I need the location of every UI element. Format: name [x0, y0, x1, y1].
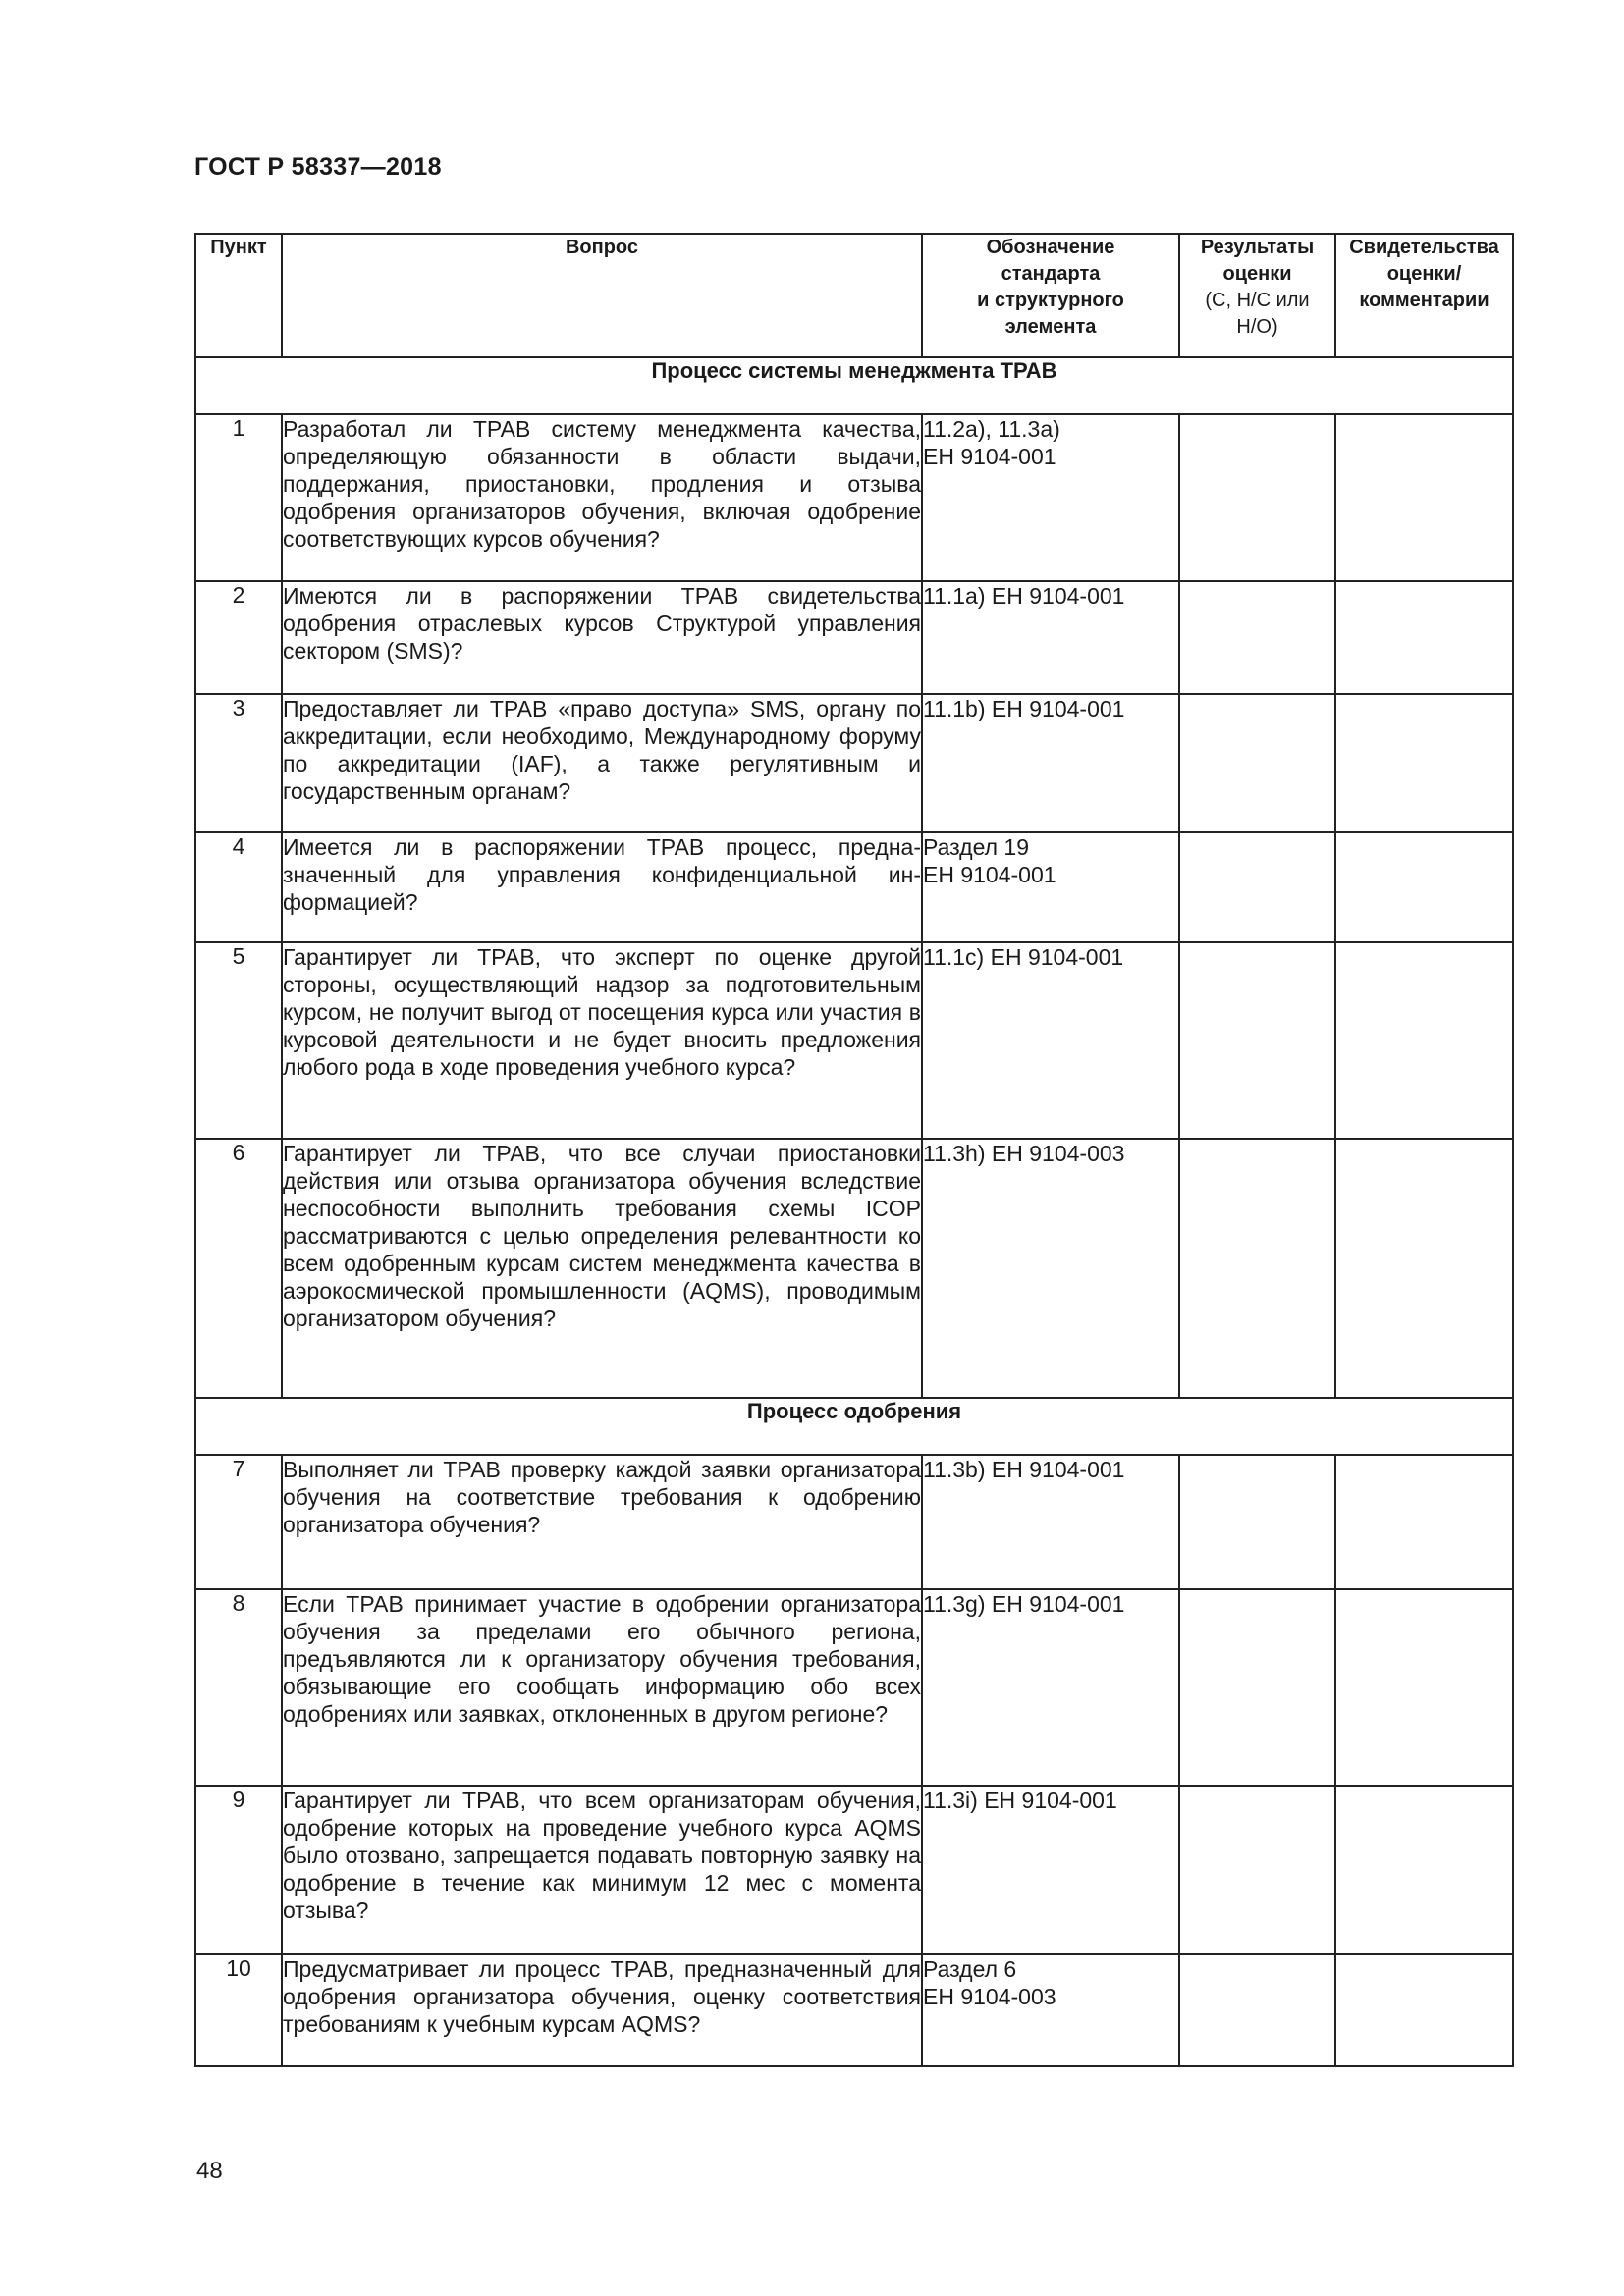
page-number: 48 [196, 2158, 223, 2184]
ref-line: 11.2а), 11.3а) [923, 416, 1060, 442]
section-title: Процесс системы менеджмента ТРАВ [195, 357, 1513, 414]
column-header-results-line: оценки [1222, 263, 1292, 285]
row-evidence-cell[interactable] [1335, 694, 1513, 832]
row-number: 6 [195, 1139, 282, 1398]
row-result-cell[interactable] [1179, 694, 1335, 832]
row-question: Гарантирует ли ТРАВ, что всем организаторам обучения, одобрение которых на проведение учебного курса AQMS было отозвано, запрещается подавать повторную заявку на одобрение в течение как минимум 12 мес с момента отзыва? [282, 1786, 922, 1954]
row-standard-ref [922, 1139, 1179, 1398]
row-question: Разработал ли ТРАВ систему менеджмента качества, определяющую обязанности в области выдачи, поддержания, приостановки, продления и отзыва одобрения организаторов обучения, включая одобрение соответствующих курсов обучения? [282, 414, 922, 581]
table-row [195, 1786, 1513, 1954]
row-standard-ref [922, 414, 1179, 581]
column-header-evidence [1335, 234, 1513, 357]
column-header-standard-line: Обозначение [986, 237, 1115, 258]
row-question: Предоставляет ли ТРАВ «право доступа» SMS, органу по аккредитации, если необходимо, Международному форуму по аккредитации (IAF), а также регулятивным и государственным органам? [282, 694, 922, 832]
row-question: Если ТРАВ принимает участие в одобрении организатора обучения за пределами его обычного региона, предъявляются ли к организатору обучения требования, обязывающие его сообщать информацию обо всех одобрениях или заявках, отклоненных в другом регионе? [282, 1589, 922, 1786]
section-row [195, 357, 1513, 414]
row-result-cell[interactable] [1179, 1455, 1335, 1589]
table-row [195, 694, 1513, 832]
ref-line: Раздел 19 [923, 834, 1029, 860]
table-row [195, 1455, 1513, 1589]
column-header-point: Пункт [195, 234, 282, 357]
table-row [195, 581, 1513, 694]
table-header-row [195, 234, 1513, 357]
column-header-results-line: (С, Н/С или [1205, 290, 1310, 311]
column-header-evidence-line: оценки/ [1386, 263, 1462, 285]
row-evidence-cell[interactable] [1335, 581, 1513, 694]
row-question: Гарантирует ли ТРАВ, что эксперт по оценке другой стороны, осуществляющий надзор за подготовительным курсом, не получит выгод от посещения курса или участия в курсовой деятельности и не будет вносить предложения любого рода в ходе проведения учебного курса? [282, 942, 922, 1139]
column-header-standard-line: стандарта [1001, 263, 1101, 285]
ref-line: ЕН 9104-001 [923, 862, 1056, 887]
ref-line: 11.3g) ЕН 9104-001 [923, 1591, 1125, 1617]
document-title: ГОСТ Р 58337—2018 [194, 153, 442, 181]
row-number: 7 [195, 1455, 282, 1589]
row-standard-ref [922, 832, 1179, 942]
row-number: 5 [195, 942, 282, 1139]
column-header-evidence-line: комментарии [1359, 290, 1489, 311]
row-question: Выполняет ли ТРАВ проверку каждой заявки организатора обучения на соответствие требования к одобрению организатора обучения? [282, 1455, 922, 1589]
section-title: Процесс одобрения [195, 1398, 1513, 1455]
assessment-table [194, 233, 1514, 2067]
row-standard-ref [922, 1589, 1179, 1786]
table-row [195, 1589, 1513, 1786]
section-row [195, 1398, 1513, 1455]
row-result-cell[interactable] [1179, 1589, 1335, 1786]
ref-line: Раздел 6 [923, 1956, 1017, 1982]
row-result-cell[interactable] [1179, 1139, 1335, 1398]
row-number: 10 [195, 1954, 282, 2066]
row-question: Имеется ли в распоряжении ТРАВ процесс, предназначенный для управления конфиденциальной информацией? [282, 832, 922, 942]
ref-line: ЕН 9104-003 [923, 1984, 1056, 2009]
ref-line: 11.1с) ЕН 9104-001 [923, 944, 1124, 970]
ref-line: 11.3b) ЕН 9104-001 [923, 1457, 1125, 1482]
table-row [195, 1139, 1513, 1398]
row-question: Предусматривает ли процесс ТРАВ, предназначенный для одобрения организатора обучения, оценку соответствия требованиям к учебным курсам AQMS? [282, 1954, 922, 2066]
row-number: 4 [195, 832, 282, 942]
row-evidence-cell[interactable] [1335, 1455, 1513, 1589]
row-evidence-cell[interactable] [1335, 942, 1513, 1139]
row-standard-ref [922, 581, 1179, 694]
table-row [195, 414, 1513, 581]
column-header-results-line: Н/О) [1236, 316, 1278, 338]
row-number: 3 [195, 694, 282, 832]
ref-line: ЕН 9104-001 [923, 444, 1056, 469]
row-evidence-cell[interactable] [1335, 1954, 1513, 2066]
row-standard-ref [922, 1954, 1179, 2066]
row-standard-ref [922, 1455, 1179, 1589]
row-question: Имеются ли в распоряжении ТРАВ свидетельства одобрения отраслевых курсов Структурой управления сектором (SMS)? [282, 581, 922, 694]
row-number: 1 [195, 414, 282, 581]
column-header-standard-line: элемента [1004, 316, 1097, 338]
row-result-cell[interactable] [1179, 832, 1335, 942]
column-header-evidence-line: Свидетельства [1349, 237, 1499, 258]
ref-line: 11.3i) ЕН 9104-001 [923, 1788, 1117, 1813]
row-result-cell[interactable] [1179, 942, 1335, 1139]
row-evidence-cell[interactable] [1335, 414, 1513, 581]
row-result-cell[interactable] [1179, 414, 1335, 581]
row-number: 9 [195, 1786, 282, 1954]
row-number: 2 [195, 581, 282, 694]
row-evidence-cell[interactable] [1335, 1139, 1513, 1398]
row-question: Гарантирует ли ТРАВ, что все случаи приостановки действия или отзыва организатора обучения вследствие неспособности выполнить требования схемы ICOP рассматриваются с целью определения релевантности ко всем одобренным курсам систем менеджмента качества в аэрокосмической промышленности (AQMS), проводимым организатором обучения? [282, 1139, 922, 1398]
ref-line: 11.1b) ЕН 9104-001 [923, 696, 1125, 721]
row-evidence-cell[interactable] [1335, 1786, 1513, 1954]
table-row [195, 832, 1513, 942]
ref-line: 11.3h) ЕН 9104-003 [923, 1141, 1125, 1166]
row-standard-ref [922, 942, 1179, 1139]
column-header-question: Вопрос [282, 234, 922, 357]
row-evidence-cell[interactable] [1335, 832, 1513, 942]
table-row [195, 942, 1513, 1139]
column-header-standard [922, 234, 1179, 357]
row-standard-ref [922, 1786, 1179, 1954]
row-evidence-cell[interactable] [1335, 1589, 1513, 1786]
row-result-cell[interactable] [1179, 1786, 1335, 1954]
table-row [195, 1954, 1513, 2066]
row-standard-ref [922, 694, 1179, 832]
row-number: 8 [195, 1589, 282, 1786]
row-result-cell[interactable] [1179, 581, 1335, 694]
ref-line: 11.1а) ЕН 9104-001 [923, 583, 1125, 609]
column-header-standard-line: и структурного [977, 290, 1124, 311]
row-result-cell[interactable] [1179, 1954, 1335, 2066]
column-header-results-line: Результаты [1200, 237, 1315, 258]
column-header-results [1179, 234, 1335, 357]
